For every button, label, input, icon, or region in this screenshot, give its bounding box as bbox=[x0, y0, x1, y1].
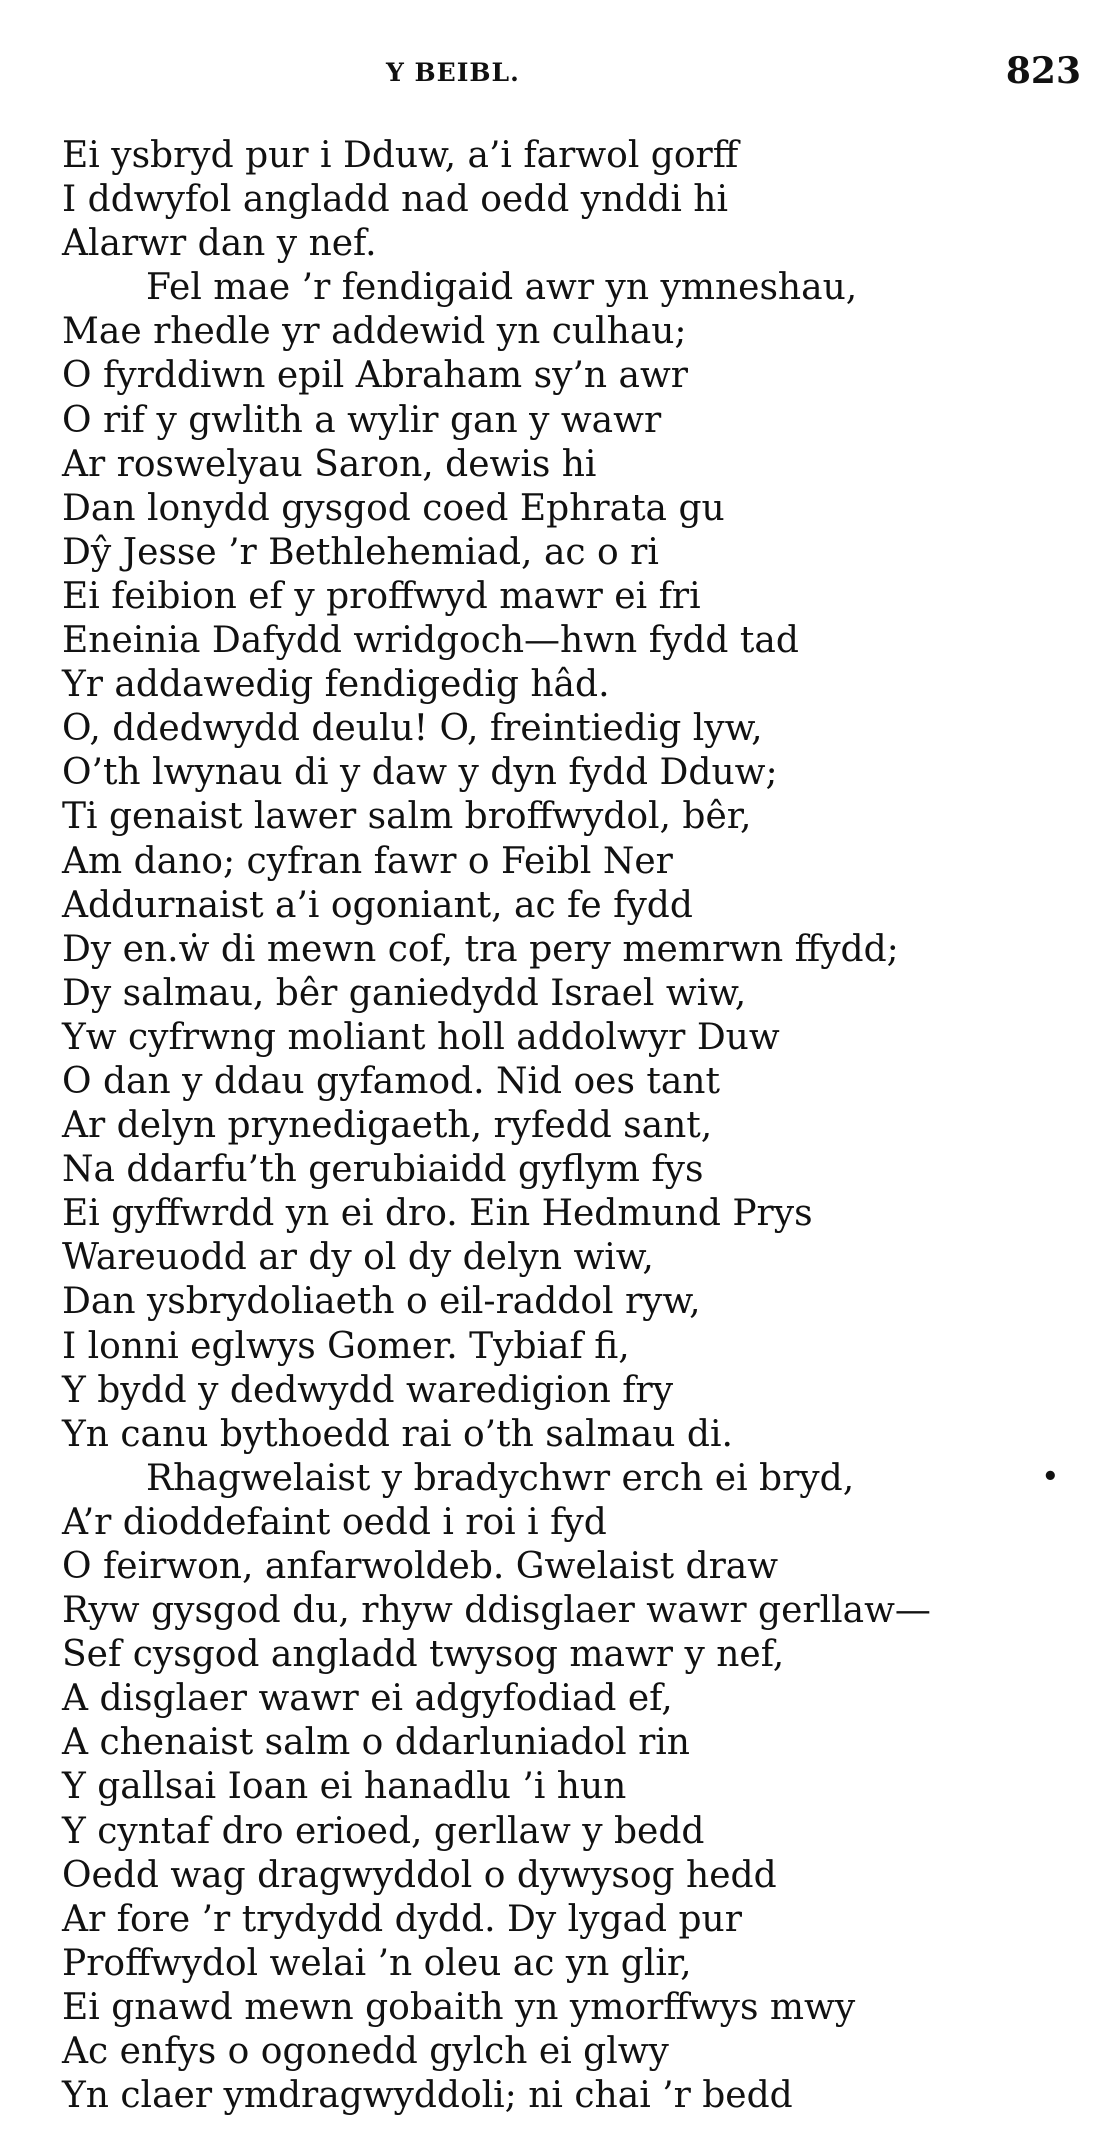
poem-line: I lonni eglwys Gomer. Tybiaf fi, bbox=[62, 1325, 630, 1367]
poem-line: Ac enfys o ogonedd gylch ei glwy bbox=[62, 2031, 669, 2073]
poem-line: Sef cysgod angladd twysog mawr y nef, bbox=[62, 1634, 785, 1676]
poem-line: Proffwydol welai ’n oleu ac yn glir, bbox=[62, 1942, 692, 1984]
poem-line: Ei gyffwrdd yn ei dro. Ein Hedmund Prys bbox=[62, 1193, 813, 1235]
poem-line: Dy en.ẇ di mewn cof, tra pery memrwn ffydd; bbox=[62, 928, 899, 970]
poem-line: Addurnaist a’i ogoniant, ac fe fydd bbox=[62, 884, 693, 926]
poem-line: Wareuodd ar dy ol dy delyn wiw, bbox=[62, 1237, 654, 1279]
poem-line: O feirwon, anfarwoldeb. Gwelaist draw bbox=[62, 1546, 779, 1587]
poem-line: Yw cyfrwng moliant holl addolwyr Duw bbox=[62, 1016, 780, 1058]
poem-line: O rif y gwlith a wylir gan y wawr bbox=[62, 399, 662, 441]
poem-line: Y gallsai Ioan ei hanadlu ’i hun bbox=[62, 1766, 627, 1808]
poem-line: O fyrddiwn epil Abraham sy’n awr bbox=[62, 355, 689, 397]
poem-line: Ryw gysgod du, rhyw ddisglaer wawr gerllaw— bbox=[62, 1590, 931, 1632]
poem-line: Yn claer ymdragwyddoli; ni chai ’r bedd bbox=[62, 2075, 793, 2117]
poem-line: Oedd wag dragwyddol o dywysog hedd bbox=[62, 1854, 777, 1896]
poem-line: Dan ysbrydoliaeth o eil-raddol ryw, bbox=[62, 1281, 701, 1323]
poem-line: Y bydd y dedwydd waredigion fry bbox=[62, 1369, 674, 1411]
poem-line: Ar delyn prynedigaeth, ryfedd sant, bbox=[62, 1105, 713, 1147]
poem-line: O’th lwynau di y daw y dyn fydd Dduw; bbox=[62, 752, 778, 794]
poem-line: Ar fore ’r trydydd dydd. Dy lygad pur bbox=[62, 1898, 742, 1940]
poem-line: Ei ysbryd pur i Dduw, a’i farwol gorff bbox=[62, 135, 739, 176]
poem-line: Dan lonydd gysgod coed Ephrata gu bbox=[62, 487, 725, 529]
poem-line: Rhagwelaist y bradychwr erch ei bryd, bbox=[146, 1457, 855, 1499]
poem-line: Na ddarfu’th gerubiaidd gyflym fys bbox=[62, 1149, 704, 1191]
poem-line: Dy salmau, bêr ganiedydd Israel wiw, bbox=[62, 972, 747, 1014]
margin-mark: • bbox=[1042, 1462, 1059, 1492]
poem-line: Mae rhedle yr addewid yn culhau; bbox=[62, 311, 687, 353]
poem-line: Alarwr dan y nef. bbox=[62, 223, 377, 265]
poem-line: O, ddedwydd deulu! O, freintiedig lyw, bbox=[62, 708, 763, 750]
poem-line: Fel mae ’r fendigaid awr yn ymneshau, bbox=[146, 267, 858, 309]
poem-line: Am dano; cyfran fawr o Feibl Ner bbox=[62, 840, 673, 882]
poem-line: Ar roswelyau Saron, dewis hi bbox=[62, 443, 597, 485]
poem-body bbox=[62, 134, 1092, 2118]
poem-line: Yn canu bythoedd rai o’th salmau di. bbox=[62, 1413, 733, 1455]
poem-line: Ti genaist lawer salm broffwydol, bêr, bbox=[62, 796, 752, 838]
poem-line: A disglaer wawr ei adgyfodiad ef, bbox=[62, 1678, 673, 1720]
poem-line: Y cyntaf dro erioed, gerllaw y bedd bbox=[62, 1810, 705, 1852]
poem-line: Ei gnawd mewn gobaith yn ymorffwys mwy bbox=[62, 1986, 856, 2028]
running-title: Y BEIBL. bbox=[386, 58, 520, 87]
poem-line: Dŷ Jesse ’r Bethlehemiad, ac o ri bbox=[62, 531, 659, 573]
poem-line: O dan y ddau gyfamod. Nid oes tant bbox=[62, 1060, 720, 1102]
poem-line: I ddwyfol angladd nad oedd ynddi hi bbox=[62, 179, 728, 221]
page-number: 823 bbox=[1005, 50, 1081, 92]
poem-line: A chenaist salm o ddarluniadol rin bbox=[62, 1722, 690, 1764]
poem-line: Yr addawedig fendigedig hâd. bbox=[62, 664, 610, 706]
poem-line: Ei feibion ef y proffwyd mawr ei fri bbox=[62, 575, 701, 617]
poem-line: Eneinia Dafydd wridgoch—hwn fydd tad bbox=[62, 620, 799, 662]
poem-line: A’r dioddefaint oedd i roi i fyd bbox=[62, 1501, 607, 1543]
